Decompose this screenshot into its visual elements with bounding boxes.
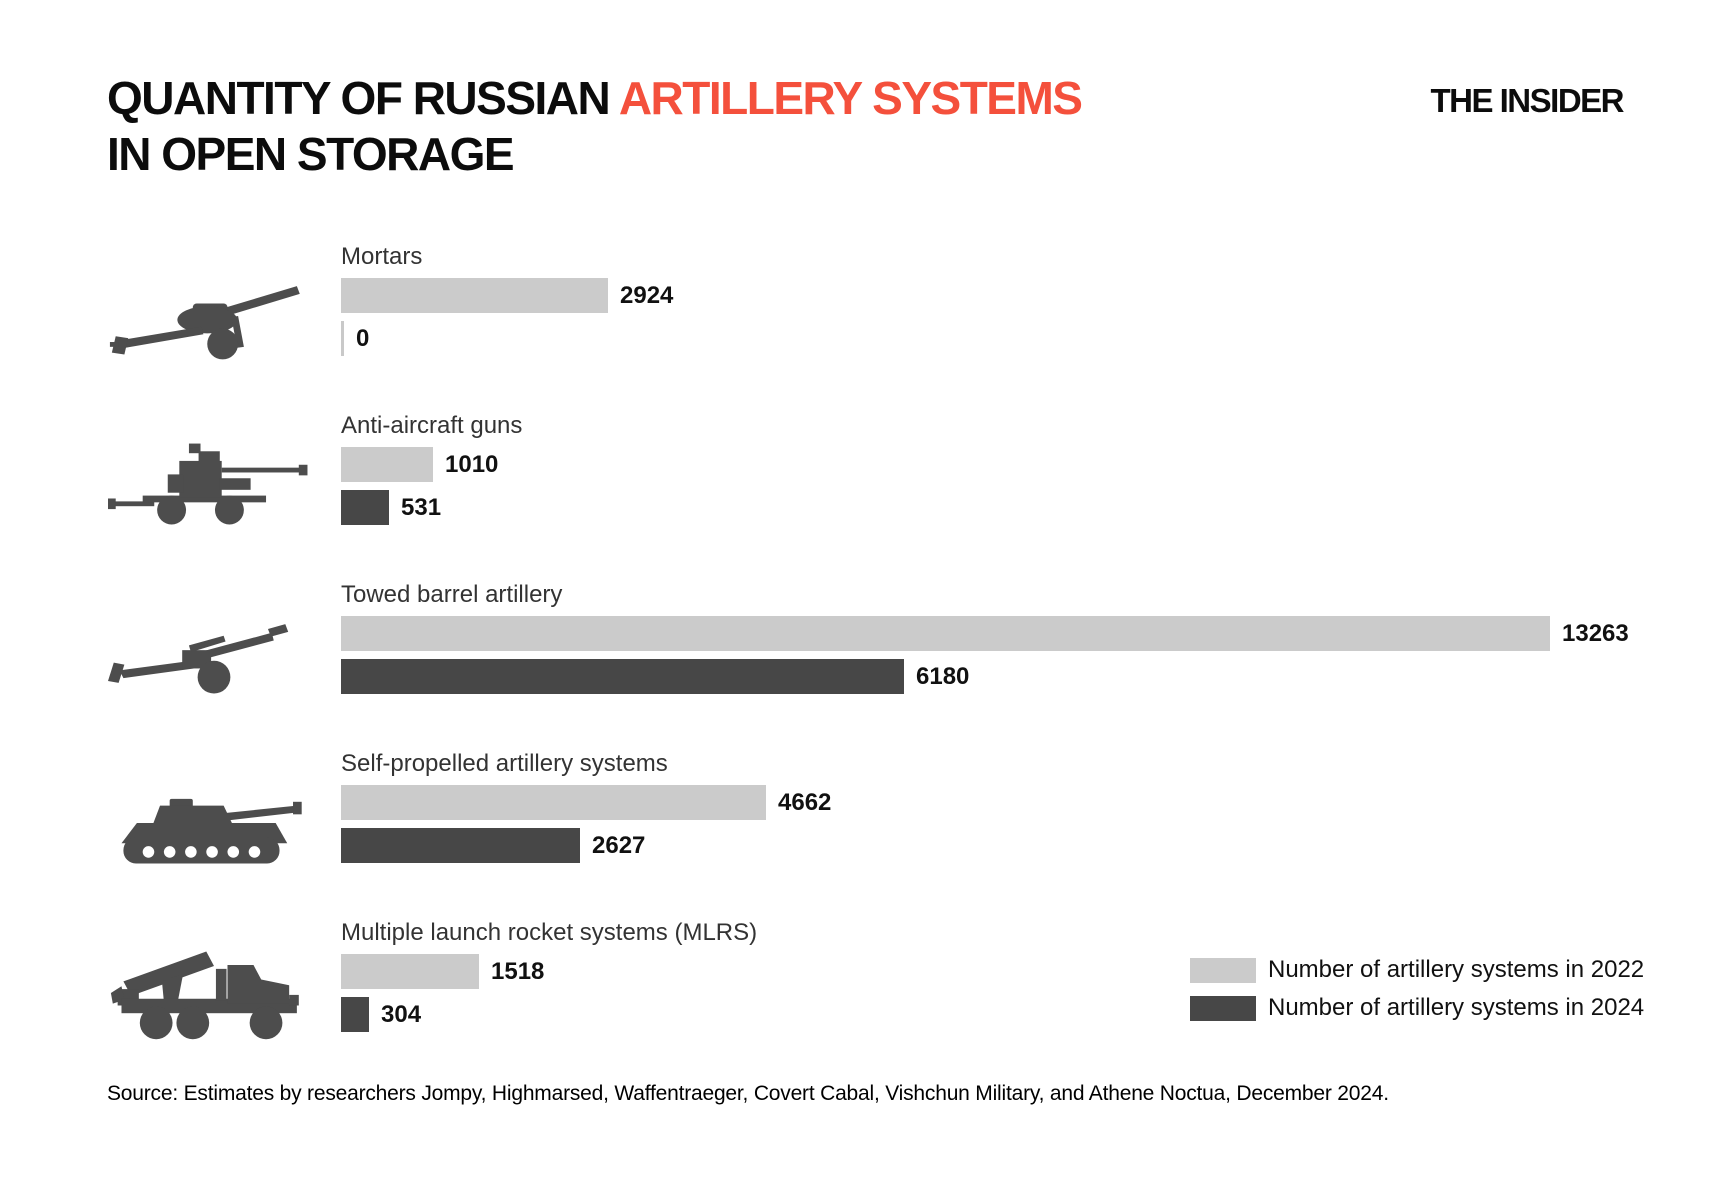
value-label: 0	[356, 324, 370, 352]
category-label: Self-propelled artillery systems	[341, 750, 668, 777]
value-label: 304	[381, 1000, 422, 1028]
legend-swatch-2022	[1190, 958, 1256, 983]
bar-2024	[341, 828, 580, 863]
chart-legend	[1190, 956, 1644, 1032]
source-note: Source: Estimates by researchers Jompy, Highmarsed, Waffentraeger, Covert Cabal, Vishchun Military, and Athene Noctua, December 2024.	[107, 1082, 1389, 1105]
bar-2024	[341, 490, 389, 525]
value-label: 1010	[445, 450, 499, 478]
category-label: Anti-aircraft guns	[341, 412, 523, 439]
title-line-2: IN OPEN STORAGE	[107, 128, 514, 180]
bar-2024	[341, 997, 369, 1032]
title-line-1	[107, 70, 1081, 126]
title-red-text: ARTILLERY SYSTEMS	[618, 72, 1082, 124]
category-bars	[341, 750, 1732, 876]
bar-line-2022	[341, 785, 1732, 820]
chart-row	[0, 581, 1732, 707]
bar-line-2024	[341, 490, 1732, 525]
bar-line-2024	[341, 828, 1732, 863]
value-label: 531	[401, 493, 442, 521]
bar-2022	[341, 785, 766, 820]
category-bars	[341, 243, 1732, 369]
legend-label-2022: Number of artillery systems in 2022	[1268, 956, 1645, 983]
category-bars	[341, 581, 1732, 707]
anti-aircraft-gun-icon	[0, 412, 341, 538]
bar-2024	[341, 659, 904, 694]
towed-howitzer-icon	[0, 243, 341, 369]
bar-line-2024	[341, 321, 1732, 356]
chart-row	[0, 243, 1732, 369]
category-bars	[341, 412, 1732, 538]
page-title	[107, 70, 1081, 182]
category-label: Mortars	[341, 243, 423, 270]
bar-line-2022	[341, 447, 1732, 482]
legend-row-2022	[1190, 956, 1644, 984]
value-label: 13263	[1562, 619, 1629, 647]
legend-row-2024	[1190, 994, 1644, 1022]
value-label: 1518	[491, 957, 545, 985]
legend-swatch-2024	[1190, 996, 1256, 1021]
value-label: 2924	[620, 281, 674, 309]
category-label: Multiple launch rocket systems (MLRS)	[341, 919, 758, 946]
bar-2022	[341, 278, 608, 313]
bar-2024	[341, 321, 344, 356]
category-label: Towed barrel artillery	[341, 581, 563, 608]
bar-line-2022	[341, 616, 1732, 651]
value-label: 4662	[778, 788, 832, 816]
value-label: 2627	[592, 831, 646, 859]
mlrs-truck-icon	[0, 919, 341, 1045]
bar-2022	[341, 447, 433, 482]
chart-row	[0, 750, 1732, 876]
the-insider-logo: THE INSIDER	[1430, 82, 1623, 119]
bar-2022	[341, 954, 479, 989]
title-black-text: QUANTITY OF RUSSIAN	[107, 72, 619, 124]
bar-line-2022	[341, 278, 1732, 313]
towed-barrel-artillery-icon	[0, 581, 341, 707]
legend-label-2024: Number of artillery systems in 2024	[1268, 994, 1645, 1021]
bar-line-2024	[341, 659, 1732, 694]
self-propelled-artillery-icon	[0, 750, 341, 876]
bar-2022	[341, 616, 1550, 651]
chart-row	[0, 412, 1732, 538]
value-label: 6180	[916, 662, 970, 690]
